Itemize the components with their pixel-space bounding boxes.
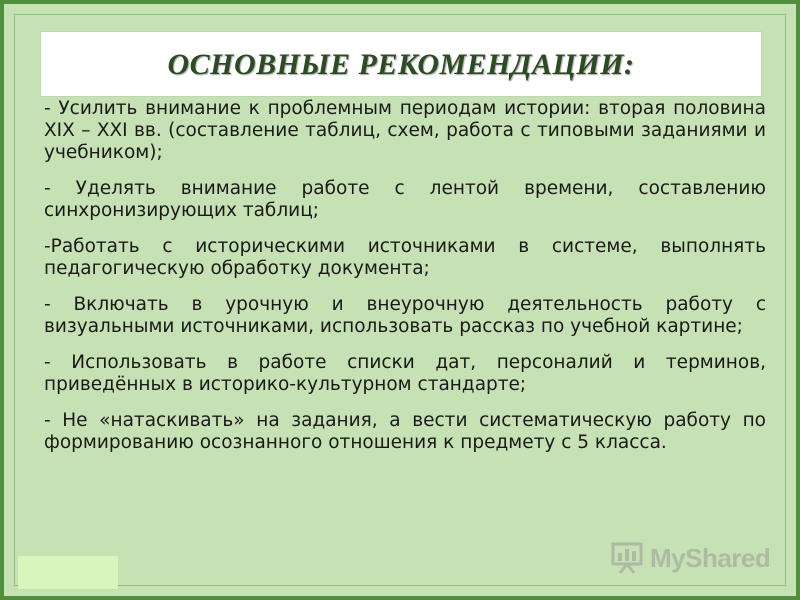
recommendations-list [44, 98, 766, 468]
recommendation-item: - Уделять внимание работе с лентой времени, составлению синхронизирующих таблиц; [44, 178, 766, 221]
watermark [610, 541, 772, 575]
title-box [40, 31, 762, 97]
recommendation-item: - Использовать в работе списки дат, персоналий и терминов, приведённых в историко-культурном стандарте; [44, 352, 766, 395]
recommendation-item: - Не «натаскивать» на задания, а вести систематическую работу по формированию осознанного отношения к предмету с 5 класса. [44, 410, 766, 453]
watermark-text: MyShared [650, 543, 771, 573]
recommendation-item: - Включать в урочную и внеурочную деятельность работу с визуальными источниками, использовать рассказ по учебной картине; [44, 294, 766, 337]
green-tab [18, 556, 118, 589]
recommendation-item: -Работать с историческими источниками в системе, выполнять педагогическую обработку документа; [44, 236, 766, 279]
recommendation-item: - Усилить внимание к проблемным периодам истории: вторая половина XIX – XXI вв. (составление таблиц, схем, работа с типовыми заданиями и учебником); [44, 98, 766, 163]
slide-title: ОСНОВНЫЕ РЕКОМЕНДАЦИИ: [167, 48, 635, 81]
presentation-board-icon [610, 541, 644, 575]
